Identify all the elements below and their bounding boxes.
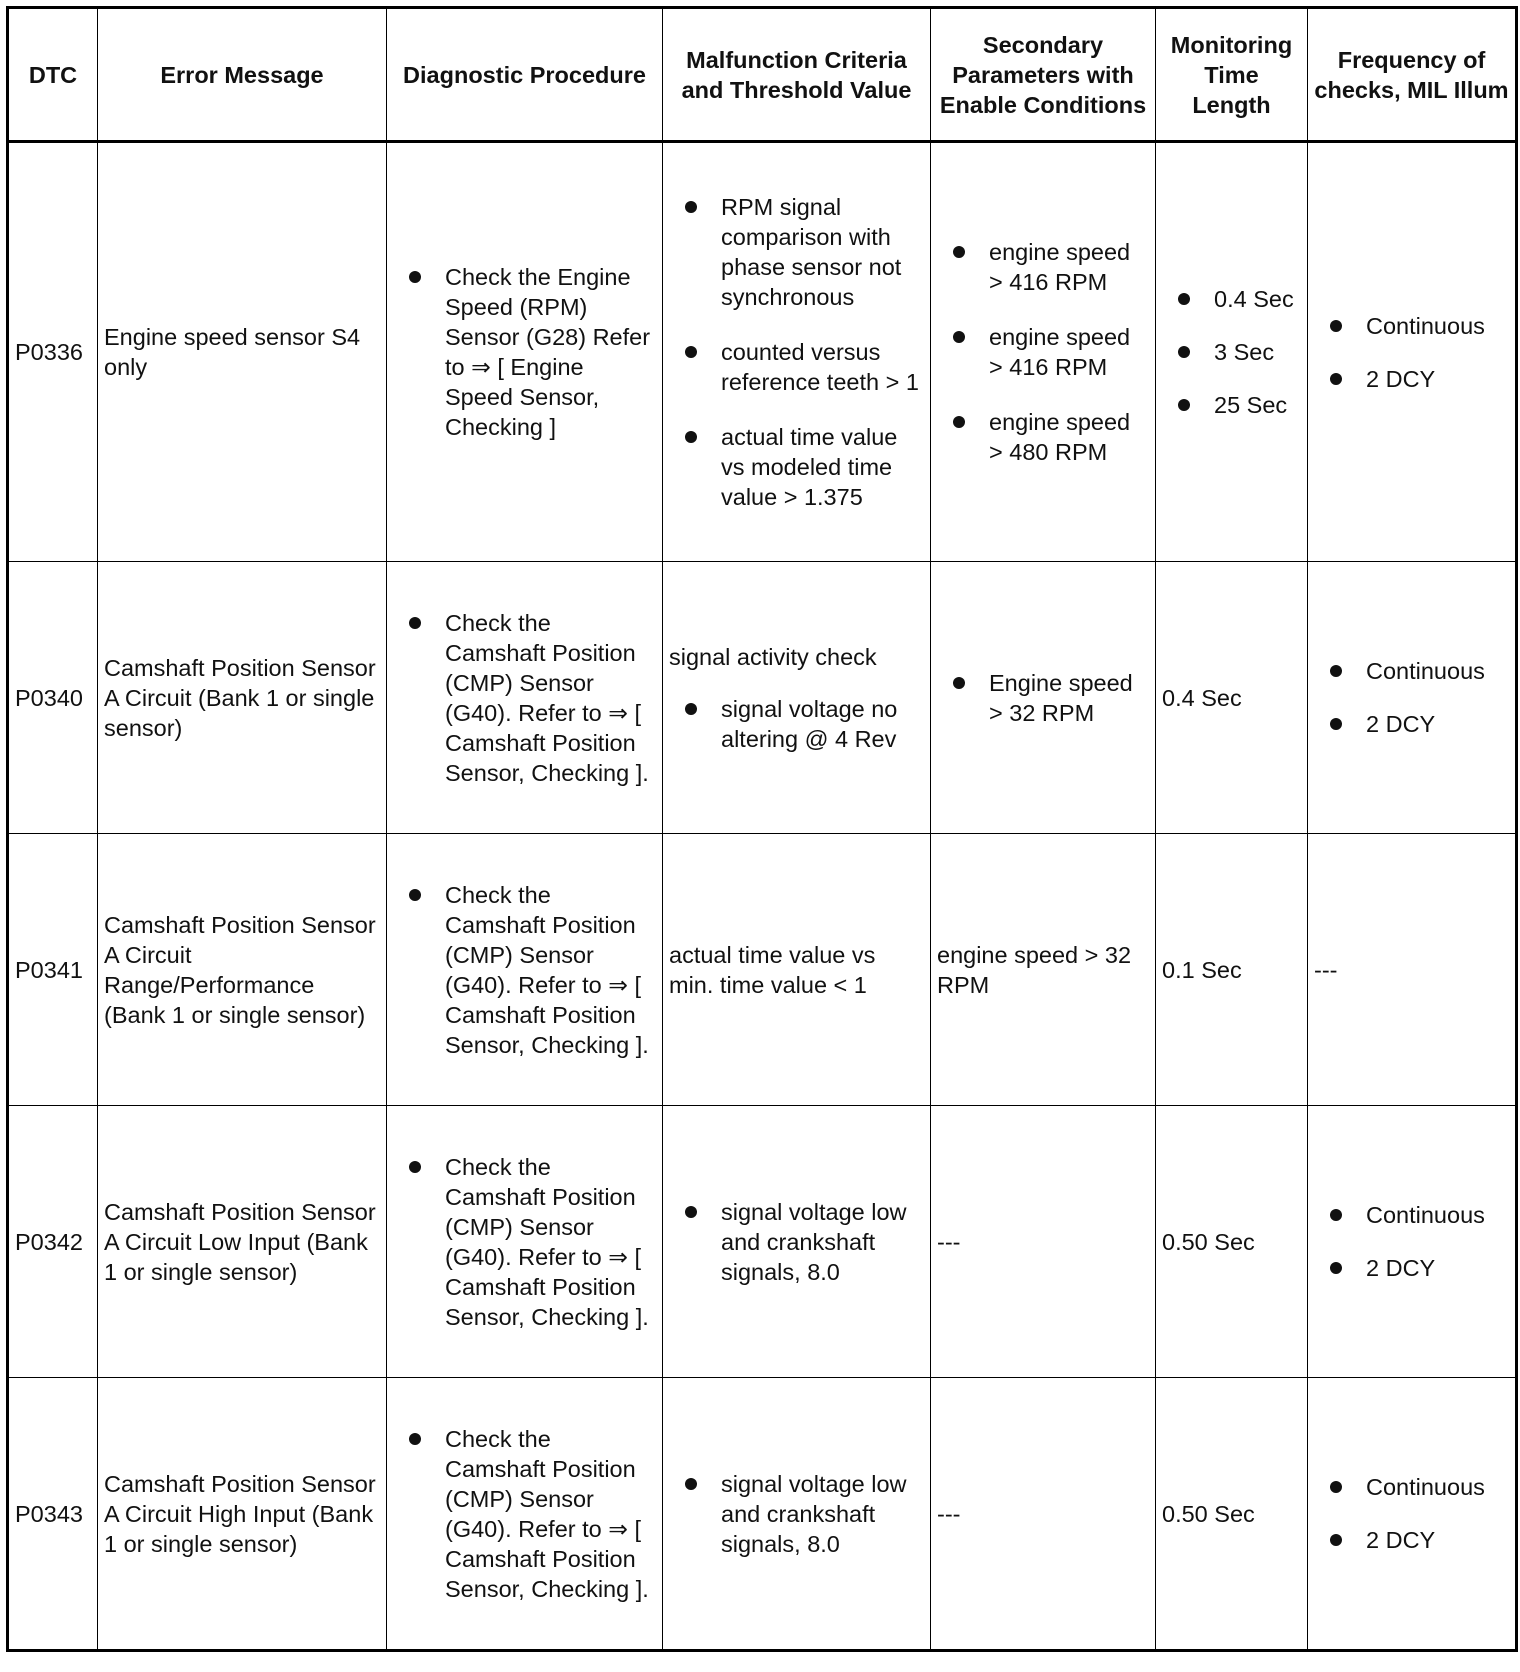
diagnostic-procedure: [387, 1378, 663, 1651]
frequency-item: Continuous: [1314, 1200, 1509, 1230]
malfunction-criteria: [663, 1106, 931, 1378]
monitoring-time: 0.50 Sec: [1156, 1106, 1308, 1378]
header-error-message: Error Message: [98, 8, 387, 142]
header-frequency: Frequency of checks, MIL Illum: [1308, 8, 1517, 142]
diagnostic-procedure: [387, 562, 663, 834]
frequency: [1308, 1106, 1517, 1378]
error-message: Camshaft Position Sensor A Circuit (Bank 1 or single sensor): [98, 562, 387, 834]
secondary-parameters: engine speed > 32 RPM: [931, 834, 1156, 1106]
secondary-item: Engine speed > 32 RPM: [937, 668, 1149, 728]
malfunction-criteria: actual time value vs min. time value < 1: [663, 834, 931, 1106]
frequency: [1308, 562, 1517, 834]
frequency-item: 2 DCY: [1314, 364, 1509, 394]
header-diagnostic-procedure: Diagnostic Procedure: [387, 8, 663, 142]
dtc-code: P0340: [8, 562, 98, 834]
procedure-item: Check the Camshaft Position (CMP) Sensor (G40). Refer to ⇒ [ Camshaft Position Sensor, Checking ].: [393, 880, 656, 1060]
secondary-item: engine speed > 480 RPM: [937, 407, 1149, 467]
dtc-code: P0341: [8, 834, 98, 1106]
frequency-item: 2 DCY: [1314, 1253, 1509, 1283]
secondary-parameters: [931, 142, 1156, 562]
frequency: [1308, 1378, 1517, 1651]
dtc-code: P0342: [8, 1106, 98, 1378]
monitoring-time: 0.50 Sec: [1156, 1378, 1308, 1651]
criteria-item: signal voltage no altering @ 4 Rev: [669, 694, 924, 754]
frequency-item: Continuous: [1314, 656, 1509, 686]
error-message: Camshaft Position Sensor A Circuit High Input (Bank 1 or single sensor): [98, 1378, 387, 1651]
procedure-item: Check the Camshaft Position (CMP) Sensor (G40). Refer to ⇒ [ Camshaft Position Sensor, Checking ].: [393, 608, 656, 788]
frequency-item: Continuous: [1314, 311, 1509, 341]
error-message: Camshaft Position Sensor A Circuit Range/Performance (Bank 1 or single sensor): [98, 834, 387, 1106]
header-row: [8, 8, 1517, 142]
monitoring-time: 0.1 Sec: [1156, 834, 1308, 1106]
header-monitoring-time: Monitoring Time Length: [1156, 8, 1308, 142]
error-message: Camshaft Position Sensor A Circuit Low Input (Bank 1 or single sensor): [98, 1106, 387, 1378]
table-row: [8, 834, 1517, 1106]
frequency-item: Continuous: [1314, 1472, 1509, 1502]
table-row: [8, 1106, 1517, 1378]
table-row: [8, 562, 1517, 834]
malfunction-criteria: [663, 562, 931, 834]
monitoring-time: [1156, 142, 1308, 562]
header-dtc: DTC: [8, 8, 98, 142]
frequency-item: 2 DCY: [1314, 1525, 1509, 1555]
criteria-item: signal voltage low and crankshaft signals, 8.0: [669, 1197, 924, 1287]
secondary-item: engine speed > 416 RPM: [937, 322, 1149, 382]
error-message: Engine speed sensor S4 only: [98, 142, 387, 562]
secondary-parameters: ---: [931, 1106, 1156, 1378]
criteria-item: actual time value vs modeled time value > 1.375: [669, 422, 924, 512]
criteria-item: RPM signal comparison with phase sensor not synchronous: [669, 192, 924, 312]
monitoring-time: 0.4 Sec: [1156, 562, 1308, 834]
monitoring-item: 0.4 Sec: [1162, 284, 1301, 314]
secondary-parameters: [931, 562, 1156, 834]
procedure-item: Check the Camshaft Position (CMP) Sensor (G40). Refer to ⇒ [ Camshaft Position Sensor, Checking ].: [393, 1152, 656, 1332]
header-malfunction-criteria: Malfunction Criteria and Threshold Value: [663, 8, 931, 142]
criteria-text: signal activity check: [669, 643, 877, 670]
table-row: [8, 142, 1517, 562]
procedure-item: Check the Engine Speed (RPM) Sensor (G28) Refer to ⇒ [ Engine Speed Sensor, Checking ]: [393, 262, 656, 442]
dtc-code: P0343: [8, 1378, 98, 1651]
dtc-table: [6, 6, 1518, 1652]
malfunction-criteria: [663, 142, 931, 562]
frequency: ---: [1308, 834, 1517, 1106]
diagnostic-procedure: [387, 834, 663, 1106]
procedure-item: Check the Camshaft Position (CMP) Sensor (G40). Refer to ⇒ [ Camshaft Position Sensor, Checking ].: [393, 1424, 656, 1604]
criteria-item: counted versus reference teeth > 1: [669, 337, 924, 397]
monitoring-item: 25 Sec: [1162, 390, 1301, 420]
malfunction-criteria: [663, 1378, 931, 1651]
secondary-parameters: ---: [931, 1378, 1156, 1651]
table-row: [8, 1378, 1517, 1651]
frequency-item: 2 DCY: [1314, 709, 1509, 739]
criteria-item: signal voltage low and crankshaft signals, 8.0: [669, 1469, 924, 1559]
diagnostic-procedure: [387, 1106, 663, 1378]
monitoring-item: 3 Sec: [1162, 337, 1301, 367]
header-secondary-parameters: Secondary Parameters with Enable Conditions: [931, 8, 1156, 142]
secondary-item: engine speed > 416 RPM: [937, 237, 1149, 297]
frequency: [1308, 142, 1517, 562]
dtc-code: P0336: [8, 142, 98, 562]
diagnostic-procedure: [387, 142, 663, 562]
dtc-document: [6, 6, 1515, 1666]
